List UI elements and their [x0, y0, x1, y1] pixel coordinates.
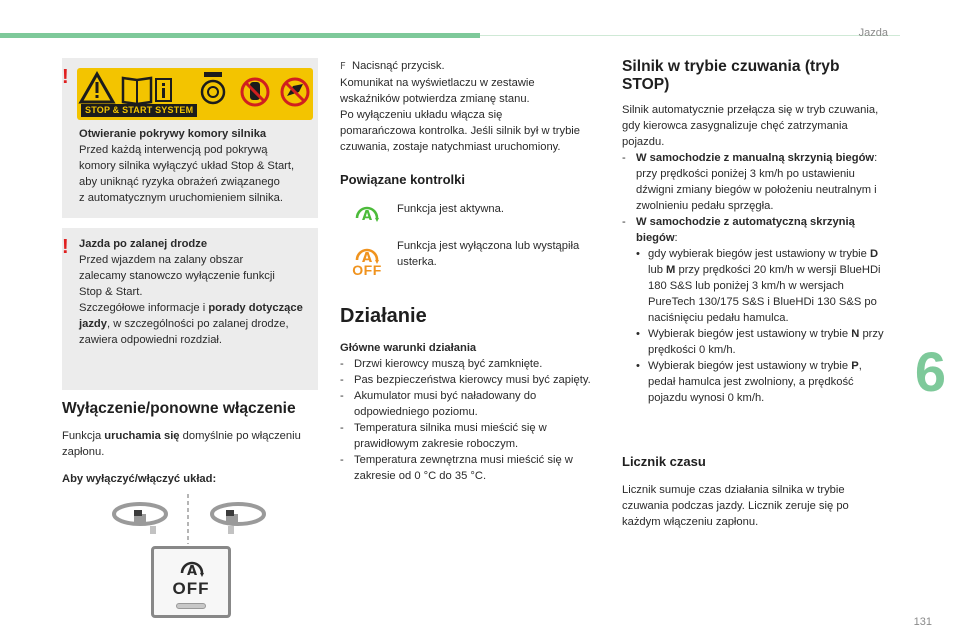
item-text: lub — [648, 264, 663, 276]
item-text: przy prędkości 0 km/h. — [648, 328, 884, 356]
header-rule — [480, 35, 900, 36]
warning-flooded-more-bold: porady dotyczące jazdy — [79, 302, 303, 330]
item-bold: N — [851, 328, 860, 340]
warning-hood-line: z automatycznym uruchomieniem silnika. — [79, 192, 283, 204]
warning-hood-line: komory silnika wyłączyć układ Stop & Start, — [79, 160, 295, 172]
warning-hood-text — [79, 126, 315, 206]
section-title: Jazda — [858, 27, 888, 39]
section-timer-title: Licznik czasu — [622, 454, 706, 469]
auto-sublist — [636, 246, 888, 406]
item-text: Wybierak biegów jest ustawiony w trybie — [648, 360, 849, 372]
manual-text: : przy prędkości poniżej 3 km/h po ustawieniu dźwigni zmiany biegów w położeniu neutralnym i zwolnieniu pedału sprzęgła. — [636, 152, 878, 212]
list-item-manual — [622, 150, 888, 214]
header-accent-bar — [0, 33, 480, 38]
section-indicators-title: Powiązane kontrolki — [340, 172, 465, 187]
intro-bold: uruchamia się — [104, 430, 180, 442]
section-onoff-intro — [62, 428, 318, 460]
howto-label: Aby wyłączyć/włączyć układ: — [62, 473, 217, 485]
warning-exclamation-icon: ! — [62, 66, 69, 88]
stop-start-banner — [77, 68, 313, 120]
stop-start-button-illustration[interactable] — [151, 546, 231, 618]
section-onoff-howto — [62, 471, 318, 487]
chapter-number: 6 — [914, 340, 946, 403]
warning-flooded-line: zalecamy stanowczo wyłączenie funkcji — [79, 270, 275, 282]
indicator-active-text: Funkcja jest aktywna. — [397, 203, 504, 215]
section-onoff-title: Wyłączenie/ponowne włączenie — [62, 400, 296, 417]
intro-prefix: Funkcja — [62, 430, 102, 442]
item-bold: M — [666, 264, 676, 276]
warning-flooded-title: Jazda po zalanej drodze — [79, 238, 208, 250]
arrow-bullet-icon: F — [340, 61, 346, 72]
conditions-title — [340, 340, 476, 356]
warning-flooded-line: Stop & Start. — [79, 286, 143, 298]
warning-exclamation-icon: ! — [62, 236, 69, 258]
indicator-inactive-text — [397, 238, 579, 270]
svg-text:A: A — [186, 564, 198, 579]
press-line: czuwania, zostaje natychmiast uruchomiony. — [340, 141, 561, 153]
section-standby-title: Silnik w trybie czuwania (tryb STOP) — [622, 58, 840, 93]
auto-text: : — [674, 232, 678, 244]
press-line: Nacisnąć przycisk. — [351, 60, 445, 72]
list-item: - Akumulator musi być naładowany do odpowiedniego poziomu. — [340, 388, 602, 420]
page-number: 131 — [913, 616, 932, 628]
item-bold: P — [851, 360, 859, 372]
list-item — [636, 246, 888, 326]
warning-flooded-more-suffix: , w szczególności po zalanej drodze, zawiera odpowiedni rozdział. — [79, 318, 289, 346]
manual-bold: W samochodzie z manualną skrzynią biegów — [636, 152, 875, 164]
timer-text: Licznik sumuje czas działania silnika w trybie czuwania podczas jazdy. Licznik zeruje się po każdym włączeniu zapłonu. — [622, 484, 849, 528]
press-instructions — [340, 58, 608, 155]
warning-hood-title: Otwieranie pokrywy komory silnika — [79, 128, 267, 140]
press-line: Po wyłączeniu układu włącza się — [340, 109, 503, 121]
press-line: wskaźników potwierdza zmianę stanu. — [340, 93, 530, 105]
svg-text:A: A — [361, 209, 373, 224]
section-operation-title: Działanie — [340, 305, 427, 327]
list-item: - Temperatura zewnętrzna musi mieścić się w zakresie od 0 °C do 35 °C. — [340, 452, 602, 484]
conditions-list — [340, 356, 602, 484]
standby-intro: Silnik automatycznie przełącza się w tryb czuwania, gdy kierowca zasygnalizuje chęć zatrzymania pojazdu. — [622, 104, 879, 148]
warning-flooded-text — [79, 236, 315, 348]
list-item-auto — [622, 214, 888, 406]
list-item — [636, 326, 888, 358]
item-bold: D — [870, 248, 879, 260]
warning-hood-line: Przed każdą interwencją pod pokrywą — [79, 144, 268, 156]
item-text: Wybierak biegów jest ustawiony w trybie — [648, 328, 849, 340]
standby-list — [622, 150, 888, 406]
inactive-line: Funkcja jest wyłączona lub wystąpiła — [397, 240, 580, 252]
button-led — [176, 603, 206, 609]
dashboard-illustration — [100, 494, 280, 544]
warning-flooded-line: Przed wjazdem na zalany obszar — [79, 254, 244, 266]
intro-suffix: domyślnie po włączeniu zapłonu. — [62, 430, 301, 458]
banner-label: STOP & START SYSTEM — [81, 104, 197, 117]
conditions-title-text: Główne warunki działania — [340, 342, 477, 354]
press-line: Komunikat na wyświetlaczu w zestawie — [340, 77, 535, 89]
item-text: , pedał hamulca jest zwolniony, a prędkość pojazdu wynosi 0 km/h. — [648, 360, 862, 404]
list-item — [636, 358, 888, 406]
auto-bold: W samochodzie z automatyczną skrzynią biegów — [636, 216, 855, 244]
warning-flooded-more: Szczegółowe informacje i — [79, 302, 206, 314]
list-item: - Drzwi kierowcy muszą być zamknięte. — [340, 356, 602, 372]
list-item: - Temperatura silnika musi mieścić się w prawidłowym zakresie roboczym. — [340, 420, 602, 452]
item-text: przy prędkości 20 km/h w wersji BlueHDi 180 S&S lub poniżej 3 km/h w wersjach PureTech 130/175 S&S i BlueHDi 130 S&S po naciśnięciu pedału hamulca. — [648, 264, 881, 324]
press-line: pomarańczowa kontrolka. Jeśli silnik był w trybie — [340, 125, 581, 137]
inactive-line: usterka. — [397, 256, 437, 268]
indicator-off-label: OFF — [352, 262, 382, 278]
warning-hood-line: aby uniknąć ryzyka obrażeń związanego — [79, 176, 280, 188]
button-off-label: OFF — [172, 579, 210, 598]
item-text: gdy wybierak biegów jest ustawiony w trybie — [648, 248, 867, 260]
svg-text:A: A — [361, 251, 373, 266]
indicator-active-icon — [352, 198, 382, 228]
list-item: - Pas bezpieczeństwa kierowcy musi być zapięty. — [340, 372, 602, 388]
